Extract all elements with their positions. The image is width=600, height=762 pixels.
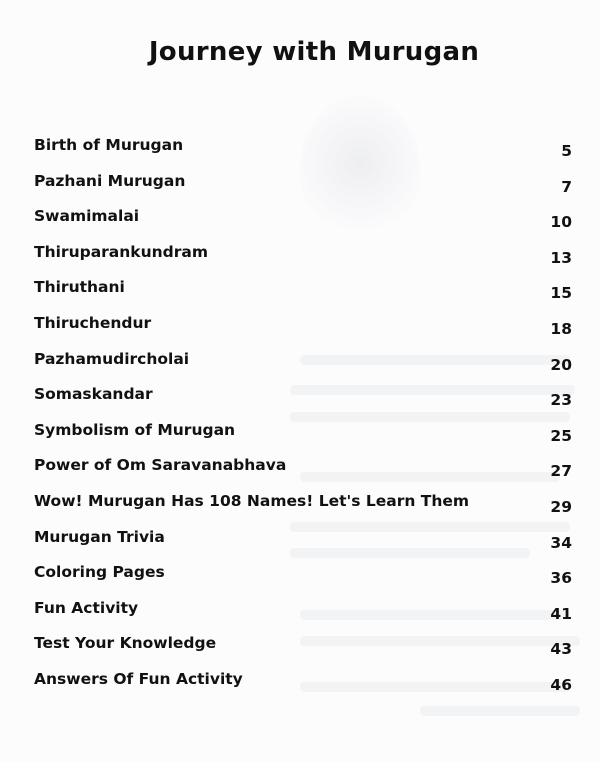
toc-entry-label: Birth of Murugan xyxy=(34,136,184,154)
toc-entry-label: Coloring Pages xyxy=(34,563,165,582)
toc-entry[interactable] xyxy=(34,385,572,421)
table-of-contents xyxy=(34,136,572,706)
toc-entry[interactable] xyxy=(34,421,572,457)
toc-entry-page: 7 xyxy=(561,177,572,196)
toc-entry[interactable] xyxy=(34,278,572,314)
toc-entry-page: 23 xyxy=(550,391,572,410)
toc-entry-page: 18 xyxy=(550,319,572,338)
toc-entry[interactable] xyxy=(34,634,572,670)
toc-entry-label: Symbolism of Murugan xyxy=(34,420,236,439)
toc-entry-page: 41 xyxy=(550,604,572,623)
toc-entry-label: Somaskandar xyxy=(34,385,153,404)
toc-entry-page: 15 xyxy=(550,284,572,303)
toc-entry-page: 10 xyxy=(550,213,572,232)
toc-entry[interactable] xyxy=(34,563,572,599)
toc-entry-page: 43 xyxy=(550,640,572,659)
toc-entry-label: Thiruthani xyxy=(34,278,125,297)
page-title: Journey with Murugan xyxy=(148,37,480,68)
toc-entry-page: 5 xyxy=(561,142,572,160)
toc-entry-page: 20 xyxy=(550,355,572,374)
toc-entry-page: 13 xyxy=(550,248,572,267)
toc-entry[interactable] xyxy=(34,207,572,243)
toc-entry-page: 46 xyxy=(550,675,572,694)
toc-entry-label: Murugan Trivia xyxy=(34,527,165,546)
toc-entry-label: Thiruchendur xyxy=(34,313,152,332)
toc-entry-page: 29 xyxy=(550,497,572,516)
toc-entry[interactable] xyxy=(34,492,572,528)
toc-entry-label: Answers Of Fun Activity xyxy=(34,669,243,688)
toc-entry[interactable] xyxy=(34,136,572,172)
toc-entry[interactable] xyxy=(34,599,572,635)
toc-entry-label: Power of Om Saravanabhava xyxy=(34,456,287,475)
toc-entry-label: Wow! Murugan Has 108 Names! Let's Learn Them xyxy=(34,491,470,510)
toc-entry-label: Pazhani Murugan xyxy=(34,171,186,190)
toc-entry-label: Test Your Knowledge xyxy=(34,634,217,653)
bleed-through-line xyxy=(420,706,580,716)
toc-entry[interactable] xyxy=(34,456,572,492)
toc-entry-label: Fun Activity xyxy=(34,598,139,617)
toc-entry-label: Thiruparankundram xyxy=(34,242,209,261)
toc-entry-label: Swamimalai xyxy=(34,207,140,226)
toc-entry[interactable] xyxy=(34,314,572,350)
toc-entry[interactable] xyxy=(34,172,572,208)
toc-entry-page: 27 xyxy=(550,462,572,481)
toc-entry-page: 25 xyxy=(550,426,572,445)
toc-entry-page: 36 xyxy=(550,569,572,588)
toc-entry[interactable] xyxy=(34,528,572,564)
toc-entry-page: 34 xyxy=(550,533,572,552)
toc-entry[interactable] xyxy=(34,670,572,706)
toc-entry[interactable] xyxy=(34,350,572,386)
toc-entry-label: Pazhamudircholai xyxy=(34,349,190,368)
toc-entry[interactable] xyxy=(34,243,572,279)
